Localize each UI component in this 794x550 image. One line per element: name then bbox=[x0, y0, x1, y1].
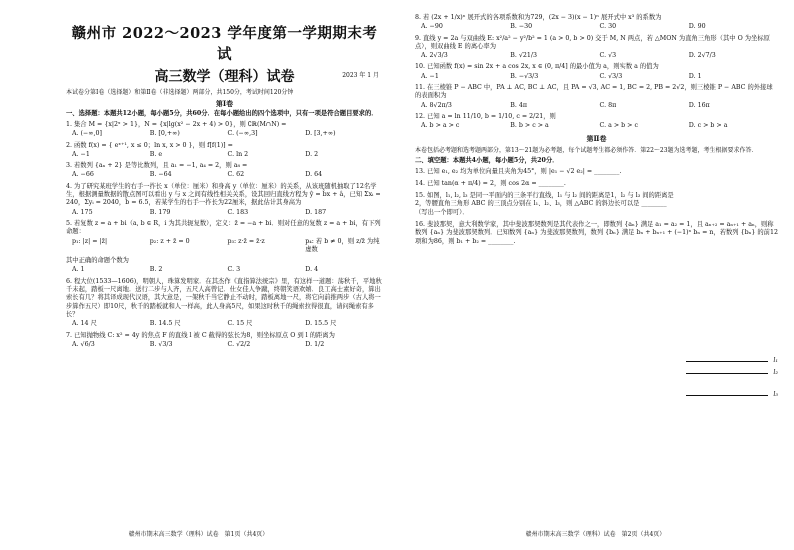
proposition-p3: p₃: z·z̄ = z̄·z bbox=[227, 237, 265, 245]
option-b: B. 2 bbox=[149, 266, 163, 274]
option-d: D. 1 bbox=[688, 72, 702, 80]
question-options bbox=[72, 209, 383, 217]
question-9 bbox=[415, 35, 778, 61]
option-d: D. 15.5 尺 bbox=[305, 320, 337, 328]
question-stem: 2. 函数 f(x) = { eˣ⁺¹, x ≤ 0；ln x, x > 0 }，则 f[f(1)] = bbox=[66, 141, 233, 149]
option-a: A. −1 bbox=[421, 72, 439, 80]
option-a: A. −1 bbox=[72, 150, 90, 158]
question-stem: 9. 直线 y = 2a 与双曲线 E: x²/a² − y²/b² = 1 (a > 0, b > 0) 交于 M, N 两点，若 △MON 为直角三角形（其中 O 为坐标原点），则双曲线 E 的离心率为 bbox=[415, 34, 770, 50]
question-4 bbox=[66, 183, 383, 217]
option-c: C. a > b > c bbox=[599, 122, 638, 130]
page-right bbox=[397, 0, 794, 550]
question-3 bbox=[66, 162, 383, 180]
proposition-p4: p₄: 若 b ≠ 0，则 z/z̄ 为纯虚数 bbox=[305, 237, 380, 253]
question-6 bbox=[66, 278, 383, 329]
question-stem: 7. 已知抛物线 C: x² = 4y 的焦点 F 的直线 l 被 C 截得的弦长为8，则坐标原点 O 到 l 的距离为 bbox=[66, 331, 335, 339]
option-d: D. 2 bbox=[305, 150, 319, 158]
exam-subtitle-text: 高三数学（理科）试卷 bbox=[154, 69, 295, 85]
line-l1 bbox=[686, 361, 768, 362]
option-b: B. 14.5 尺 bbox=[149, 320, 181, 328]
question-options bbox=[421, 52, 778, 60]
line-l3 bbox=[686, 395, 768, 396]
question-stem: 其中正确的命题个数为 bbox=[66, 257, 129, 265]
option-a: A. 8√2π/3 bbox=[421, 101, 452, 109]
option-a: A. 14 尺 bbox=[72, 320, 97, 328]
proposition-p2: p₂: z + z̄ = 0 bbox=[149, 237, 190, 245]
exam-date: 2023 年 1 月 bbox=[342, 72, 379, 79]
option-d: D. 2√7/3 bbox=[688, 52, 716, 60]
question-stem: 3. 若数列 {aₙ + 2} 是等比数列，且 a₁ = −1, a₄ = 2，则 a₈ = bbox=[66, 162, 248, 170]
question-options bbox=[72, 130, 383, 138]
volume-heading: 第Ⅰ卷 bbox=[215, 99, 234, 108]
line-l2-label: l₂ bbox=[773, 368, 778, 376]
option-b: B. 179 bbox=[149, 208, 171, 216]
line-l2 bbox=[686, 373, 768, 374]
question-stem: 12. 已知 a = ln 11/10, b = 1/10, c = 2/21，则 bbox=[415, 112, 556, 120]
option-d: D. 90 bbox=[688, 23, 706, 31]
option-d: D. 187 bbox=[305, 208, 327, 216]
question-options bbox=[72, 171, 383, 179]
page-footer: 赣州市期末高三数学（理科）试卷 第2页（共4页） bbox=[525, 531, 666, 538]
question-stem: 8. 若 (2x + 1/x)ⁿ 展开式的各项系数和为729，(2x − 3)(x − 1)ⁿ 展开式中 x³ 的系数为 bbox=[415, 14, 662, 21]
option-c: C. (−∞,3] bbox=[227, 130, 258, 138]
question-5 bbox=[66, 220, 383, 275]
part2-intro: 本卷包括必考题和选考题两部分，第13～21题为必考题，每个试题考生都必须作答．第22～23题为选考题，考生根据要求作答． bbox=[415, 146, 758, 154]
option-c: C. 62 bbox=[227, 171, 245, 179]
section-heading: 二、填空题：本题共4小题，每小题5分，共20分． bbox=[415, 156, 559, 164]
option-a: A. 1 bbox=[72, 266, 85, 274]
volume-heading: 第Ⅱ卷 bbox=[586, 133, 607, 143]
exam-title: 赣州市 2022～2023 学年度第一学期期末考试 bbox=[71, 25, 378, 63]
option-b: B. √21/3 bbox=[510, 52, 538, 60]
option-d: D. 4 bbox=[305, 266, 319, 274]
option-b: B. −30 bbox=[510, 23, 533, 31]
option-c: C. √3 bbox=[599, 52, 617, 60]
option-a: A. (−∞,0] bbox=[72, 130, 102, 138]
option-b: B. b > c > a bbox=[510, 122, 549, 130]
question-13: 13. 已知 e₁, e₂ 均为单位向量且夹角为45°，则 |e₁ − √2 e₂| = ________. bbox=[415, 167, 622, 175]
option-d: D. 64 bbox=[305, 171, 323, 179]
option-a: A. 175 bbox=[72, 208, 93, 216]
proposition-p1: p₁: |z| = |z̄| bbox=[72, 237, 108, 245]
question-10 bbox=[415, 63, 778, 81]
option-d: D. 1/2 bbox=[305, 340, 325, 348]
question-options bbox=[72, 151, 383, 159]
question-11 bbox=[415, 84, 778, 110]
option-a: A. 2√3/3 bbox=[421, 52, 448, 60]
option-c: C. 3 bbox=[227, 266, 241, 274]
question-options bbox=[72, 341, 383, 349]
option-d: D. c > b > a bbox=[688, 122, 728, 130]
option-c: C. 15 尺 bbox=[227, 320, 253, 328]
question-8 bbox=[415, 14, 778, 32]
question-15: 15. 如图，l₁, l₂, l₃ 是同一平面内的三条平行直线，l₁ 与 l₂ 间的距离是1，l₂ 与 l₃ 间的距离是2，等腰直角三角形 ABC 的三顶点分别在 l₁、l₂、l₃，则 △ABC 的斜边长可以是 ________（写出一个即可）． bbox=[415, 192, 674, 216]
option-b: B. [0,+∞) bbox=[149, 130, 180, 138]
option-b: B. e bbox=[149, 150, 163, 158]
section-heading: 一、选择题：本题共12小题，每小题5分，共60分．在每小题给出的四个选项中，只有一项是符合题目要求的． bbox=[66, 110, 378, 117]
line-l3-label: l₃ bbox=[773, 390, 778, 398]
option-a: A. b > a > c bbox=[421, 122, 460, 130]
option-c: C. 8π bbox=[599, 101, 617, 109]
option-c: C. ln 2 bbox=[227, 150, 249, 158]
page-footer: 赣州市期末高三数学（理科）试卷 第1页（共4页） bbox=[128, 531, 269, 538]
option-c: C. 183 bbox=[227, 208, 249, 216]
option-b: B. −√3/3 bbox=[510, 72, 539, 80]
option-d: D. [3,+∞) bbox=[305, 130, 336, 138]
question-16: 16. 斐波那契，意大利数学家，其中斐波那契数列是其代表作之一，即数列 {aₙ} 满足 a₁ = a₂ = 1，且 aₙ₊₂ = aₙ₊₁ + aₙ，则称数列 {aₙ} 为斐波那契数列．已知数列 {aₙ} 为斐波那契数列，数列 {bₙ} 满足 bₙ + bₙ₊₁ + (−1)ⁿ bₙ = n，若数列 {bₙ} 的前12项和为86，则 b₁ + b₂ = ________. bbox=[415, 221, 778, 245]
exam-intro: 本试卷分第Ⅰ卷（选择题）和第Ⅱ卷（非选择题）两部分，共150分，考试时间120分钟 bbox=[66, 89, 294, 96]
question-options bbox=[72, 320, 383, 328]
question-14: 14. 已知 tan(α + π/4) = 2，则 cos 2α = ________. bbox=[415, 179, 566, 187]
option-b: B. −64 bbox=[149, 171, 172, 179]
question-stem: 1. 集合 M = {x|2ˣ > 1}，N = {x|lg(x² − 2x + 4) > 0}，则 ∁ℝ(M∩N) = bbox=[66, 121, 287, 128]
question-stem: 5. 若复数 z = a + bi（a, b ∈ R，i 为其共轭复数），定义：z̄ = −a + bi．则对任意的复数 z = a + bi，有下列命题： bbox=[66, 219, 381, 236]
question-options bbox=[72, 266, 383, 274]
option-a: A. −90 bbox=[421, 23, 443, 31]
option-a: A. −66 bbox=[72, 171, 94, 179]
question-stem: 4. 为了研究某班学生的右手一拃长 x（单位：厘米）和身高 y（单位：厘米）的关系，从该班随机抽取了12名学生，根据测量数据的散点图可以看出 y 与 x 之间有线性相关关系，设其回归直线方程为 ŷ = b̂x + â，已知 Σxᵢ = 240，Σyᵢ = 2040，b̂ = 6.5，若某学生的右手一拃长为22厘米，据此估计其身高为 bbox=[66, 182, 381, 207]
question-options bbox=[421, 122, 778, 130]
option-d: D. 16π bbox=[688, 101, 710, 109]
option-c: C. √3/3 bbox=[599, 72, 623, 80]
option-b: B. 4π bbox=[510, 101, 528, 109]
question-stem: 11. 在三棱锥 P − ABC 中，PA ⊥ AC, BC ⊥ AC，且 PA = √3, AC = 1, BC = 2, PB = 2√2，则三棱锥 P − ABC 的外接球的表面积为 bbox=[415, 84, 773, 100]
question-stem: 6. 程大位(1533—1606)，明朝人，珠算发明家．在其杰作《直指算法统宗》里，有这样一道题：荡秋千，平地秋千未起，踏板一尺离地．送行二步与人齐，五尺人高曾记．仕女佳人争蹴，终朝笑语欢嬉．良工高士素好奇，算出索长有几？将其译成现代汉语，其大意是，一架秋千当它静止不动时，踏板离地一尺，将它向前推两步（古人将一步算作五尺）即10尺，秋千的踏板就和人一样高，此人身高5尺，如果这时秋千的绳索拉得很直，请问绳索有多长？ bbox=[66, 277, 382, 318]
question-options bbox=[421, 23, 778, 31]
option-b: B. √3/3 bbox=[149, 340, 173, 348]
question-options bbox=[421, 102, 778, 110]
option-a: A. √6/3 bbox=[72, 340, 95, 348]
question-12 bbox=[415, 113, 778, 131]
question-7 bbox=[66, 332, 383, 350]
question-stem: 10. 已知函数 f(x) = sin 2x + a cos 2x, x ∈ (0, π/4] 的最小值为 a，则实数 a 的值为 bbox=[415, 63, 659, 71]
option-c: C. √2/2 bbox=[227, 340, 251, 348]
question-2 bbox=[66, 142, 383, 160]
exam-subtitle bbox=[66, 66, 383, 86]
question-propositions bbox=[72, 238, 383, 255]
line-l1-label: l₁ bbox=[773, 356, 778, 364]
question-options bbox=[421, 73, 778, 81]
question-1 bbox=[66, 121, 383, 139]
option-c: C. 30 bbox=[599, 23, 617, 31]
parallel-lines-figure bbox=[686, 357, 778, 401]
